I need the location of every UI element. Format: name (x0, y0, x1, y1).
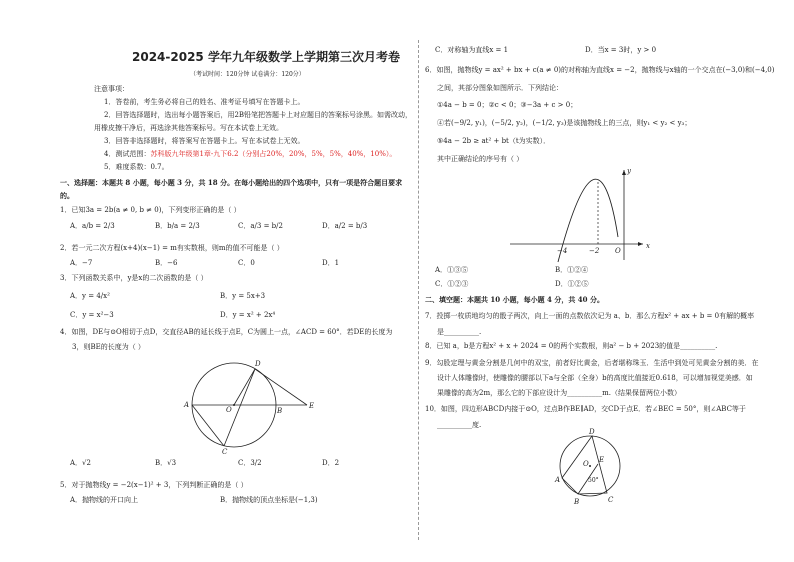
column-divider (418, 40, 419, 540)
q10-label-e: E (599, 456, 605, 464)
q8-line-1: 8．已知 a，b是方程x² + x + 2024 = 0的两个实数根，则a² − b + 2023的值是__________. (425, 342, 718, 350)
q1-option-a: A．a/b = 2/3 (70, 222, 115, 230)
q6-option-c: C．①②③ (435, 280, 469, 288)
q5-option-c: C．对称轴为直线x = 1 (435, 46, 509, 54)
q6-label-x: x (646, 242, 650, 250)
q10-angle-label: 50° (588, 477, 599, 484)
section1-heading: 一、选择题：本题共 8 小题，每小题 3 分，共 18 分。在每小题给出的四个选项中，只有一项是符合题目要求 (60, 178, 403, 187)
q4-stem: 4．如图，DE与⊙O相切于点D，交直径AB的延长线于点E，C为圆上一点，∠ACD = 60°．若DE的长度为 (60, 328, 393, 336)
q7-line-1: 7．投掷一枚质地均匀的骰子两次，向上一面的点数依次记为 a、b．那么方程x² + ax + b = 0有解的概率 (425, 312, 755, 320)
q2-stem: 2．若一元二次方程(x+4)(x−1) = m有实数根，则m的值不可能是（ ） (60, 244, 284, 252)
q1-stem: 1．已知3a = 2b(a ≠ 0, b ≠ 0)，下列变形正确的是（ ） (60, 206, 241, 214)
q10-line-2: __________度. (437, 421, 482, 429)
q1-option-d: D．a/2 = b/3 (322, 222, 368, 230)
q6-statement-2: ④若(−9/2, y₁)，(−5/2, y₂)，(−1/2, y₃)是该抛物线上的三点，则y₁ < y₂ < y₃； (437, 119, 692, 127)
q6-parabola-figure (505, 162, 665, 262)
q3-stem: 3．下列函数关系中，y是x的二次函数的是（ ） (60, 274, 208, 282)
q10-label-b: B (574, 498, 580, 506)
q10-label-d: D (589, 428, 595, 436)
q9-line-3: 果雕像的高为2m，那么它的下部应设计为__________m.（结果保留两位小数） (437, 389, 681, 397)
q4-option-c: C．3/2 (238, 459, 262, 467)
q2-option-b: B．−6 (155, 259, 178, 267)
scope-text: 苏科版九年级第1章-九下6.2（分别占20%，20%，5%，5%，40%，10%）。 (150, 150, 397, 158)
q6-label-minus2: −2 (589, 247, 600, 255)
q5-option-d: D．当x = 3时，y > 0 (585, 46, 657, 54)
q4-stem-cont: 3，则BE的长度为（ ） (72, 343, 145, 351)
q3-option-a: A．y = 4/x² (70, 292, 110, 300)
q3-option-b: B．y = 5x+3 (220, 292, 266, 300)
q1-option-b: B．b/a = 2/3 (155, 222, 200, 230)
q6-label-o: O (615, 247, 621, 255)
q5-option-b: B．抛物线的顶点坐标是(−1,3) (220, 496, 318, 504)
notice-line: 3．回答非选择题时，将答案写在答题卡上。写在本试卷上无效。 (104, 137, 305, 145)
q4-option-b: B．√3 (155, 459, 177, 467)
q6-stem-cont: 之间，其部分图象如图所示．下列结论： (437, 84, 563, 92)
q9-line-2: 设计人体雕像时，使雕像的腰部以下a与全部（全身）b的高度比值接近0.618，可以增加视觉美感．如 (437, 374, 753, 382)
q4-circle-tangent-figure (160, 355, 320, 456)
notice-line: 用橡皮擦干净后，再选涂其他答案标号。写在本试卷上无效。 (94, 124, 283, 132)
q7-line-2: 是__________. (437, 328, 482, 336)
q10-cyclic-quadrilateral-figure (550, 426, 630, 508)
q6-option-b: B．①②④ (555, 266, 589, 274)
q4-label-c: C (222, 448, 228, 456)
q4-option-a: A．√2 (70, 459, 91, 467)
q10-line-1: 10．如图，四边形ABCD内接于⊙O，过点B作BE∥AD，交CD于点E．若∠BEC = 50°，则∠ABC等于 (425, 405, 746, 413)
q6-option-a: A．①③⑤ (435, 266, 469, 274)
q1-option-c: C．a/3 = b/2 (238, 222, 283, 230)
q6-statement-3: ⑤4a − 2b ≥ at² + bt（t为实数）． (437, 137, 551, 145)
notice-line: 1．答卷前，考生务必将自己的姓名、准考证号填写在答题卡上。 (104, 98, 305, 106)
q5-option-a: A．抛物线的开口向上 (70, 496, 139, 504)
q2-option-a: A．−7 (70, 259, 93, 267)
q3-option-d: D．y = x² + 2x⁴ (220, 311, 276, 319)
section1-heading-cont: 的。 (60, 191, 74, 200)
q4-label-e: E (309, 402, 315, 410)
q6-statement-4: 其中正确结论的序号有（ ） (437, 155, 524, 163)
q6-stem: 6．如图，抛物线y = ax² + bx + c(a ≠ 0)的对称轴为直线x = −2，抛物线与x轴的一个交点在(−3,0)和(−4,0) (425, 66, 775, 74)
page-title: 2024-2025 学年九年级数学上学期第三次月考卷 (132, 50, 400, 64)
q5-stem: 5．对于抛物线y = −2(x−1)² + 3，下列判断正确的是（ ） (60, 481, 248, 489)
q6-statement-1: ①4a − b = 0；②c < 0；③−3a + c > 0； (437, 101, 578, 109)
q4-label-a: A (184, 401, 190, 409)
notice-line: 2．回答选择题时，选出每小题答案后，用2B铅笔把答题卡上对应题目的答案标号涂黑。如需改动， (104, 111, 413, 119)
q2-option-d: D．1 (322, 259, 340, 267)
q6-option-d: D．①②⑤ (555, 280, 589, 288)
notice-heading: 注意事项： (94, 85, 129, 93)
q3-option-c: C．y = x²−3 (70, 311, 114, 319)
exam-subtitle: （考试时间：120分钟 试卷满分：120分） (190, 71, 305, 78)
q6-label-minus4: −4 (557, 247, 568, 255)
q4-label-o: O (226, 406, 232, 414)
q10-label-c: C (608, 496, 614, 504)
q4-option-d: D．2 (322, 459, 340, 467)
q10-label-o: O (583, 460, 589, 468)
section2-heading: 二、填空题：本题共 10 小题，每小题 4 分，共 40 分。 (425, 295, 604, 304)
q4-label-b: B (277, 407, 283, 415)
notice-scope-row (104, 150, 396, 159)
q4-label-d: D (255, 360, 261, 368)
q6-label-y: y (627, 167, 631, 175)
notice-line: 4．测试范围： (104, 150, 151, 158)
notice-line: 5．难度系数：0.7。 (104, 163, 169, 171)
q2-option-c: C．0 (238, 259, 255, 267)
q10-label-a: A (555, 476, 561, 484)
q9-line-1: 9．勾股定理与黄金分割是几何中的双宝，前者好比黄金，后者堪称珠玉．生活中到处可见黄金分割的美．在 (425, 359, 759, 367)
